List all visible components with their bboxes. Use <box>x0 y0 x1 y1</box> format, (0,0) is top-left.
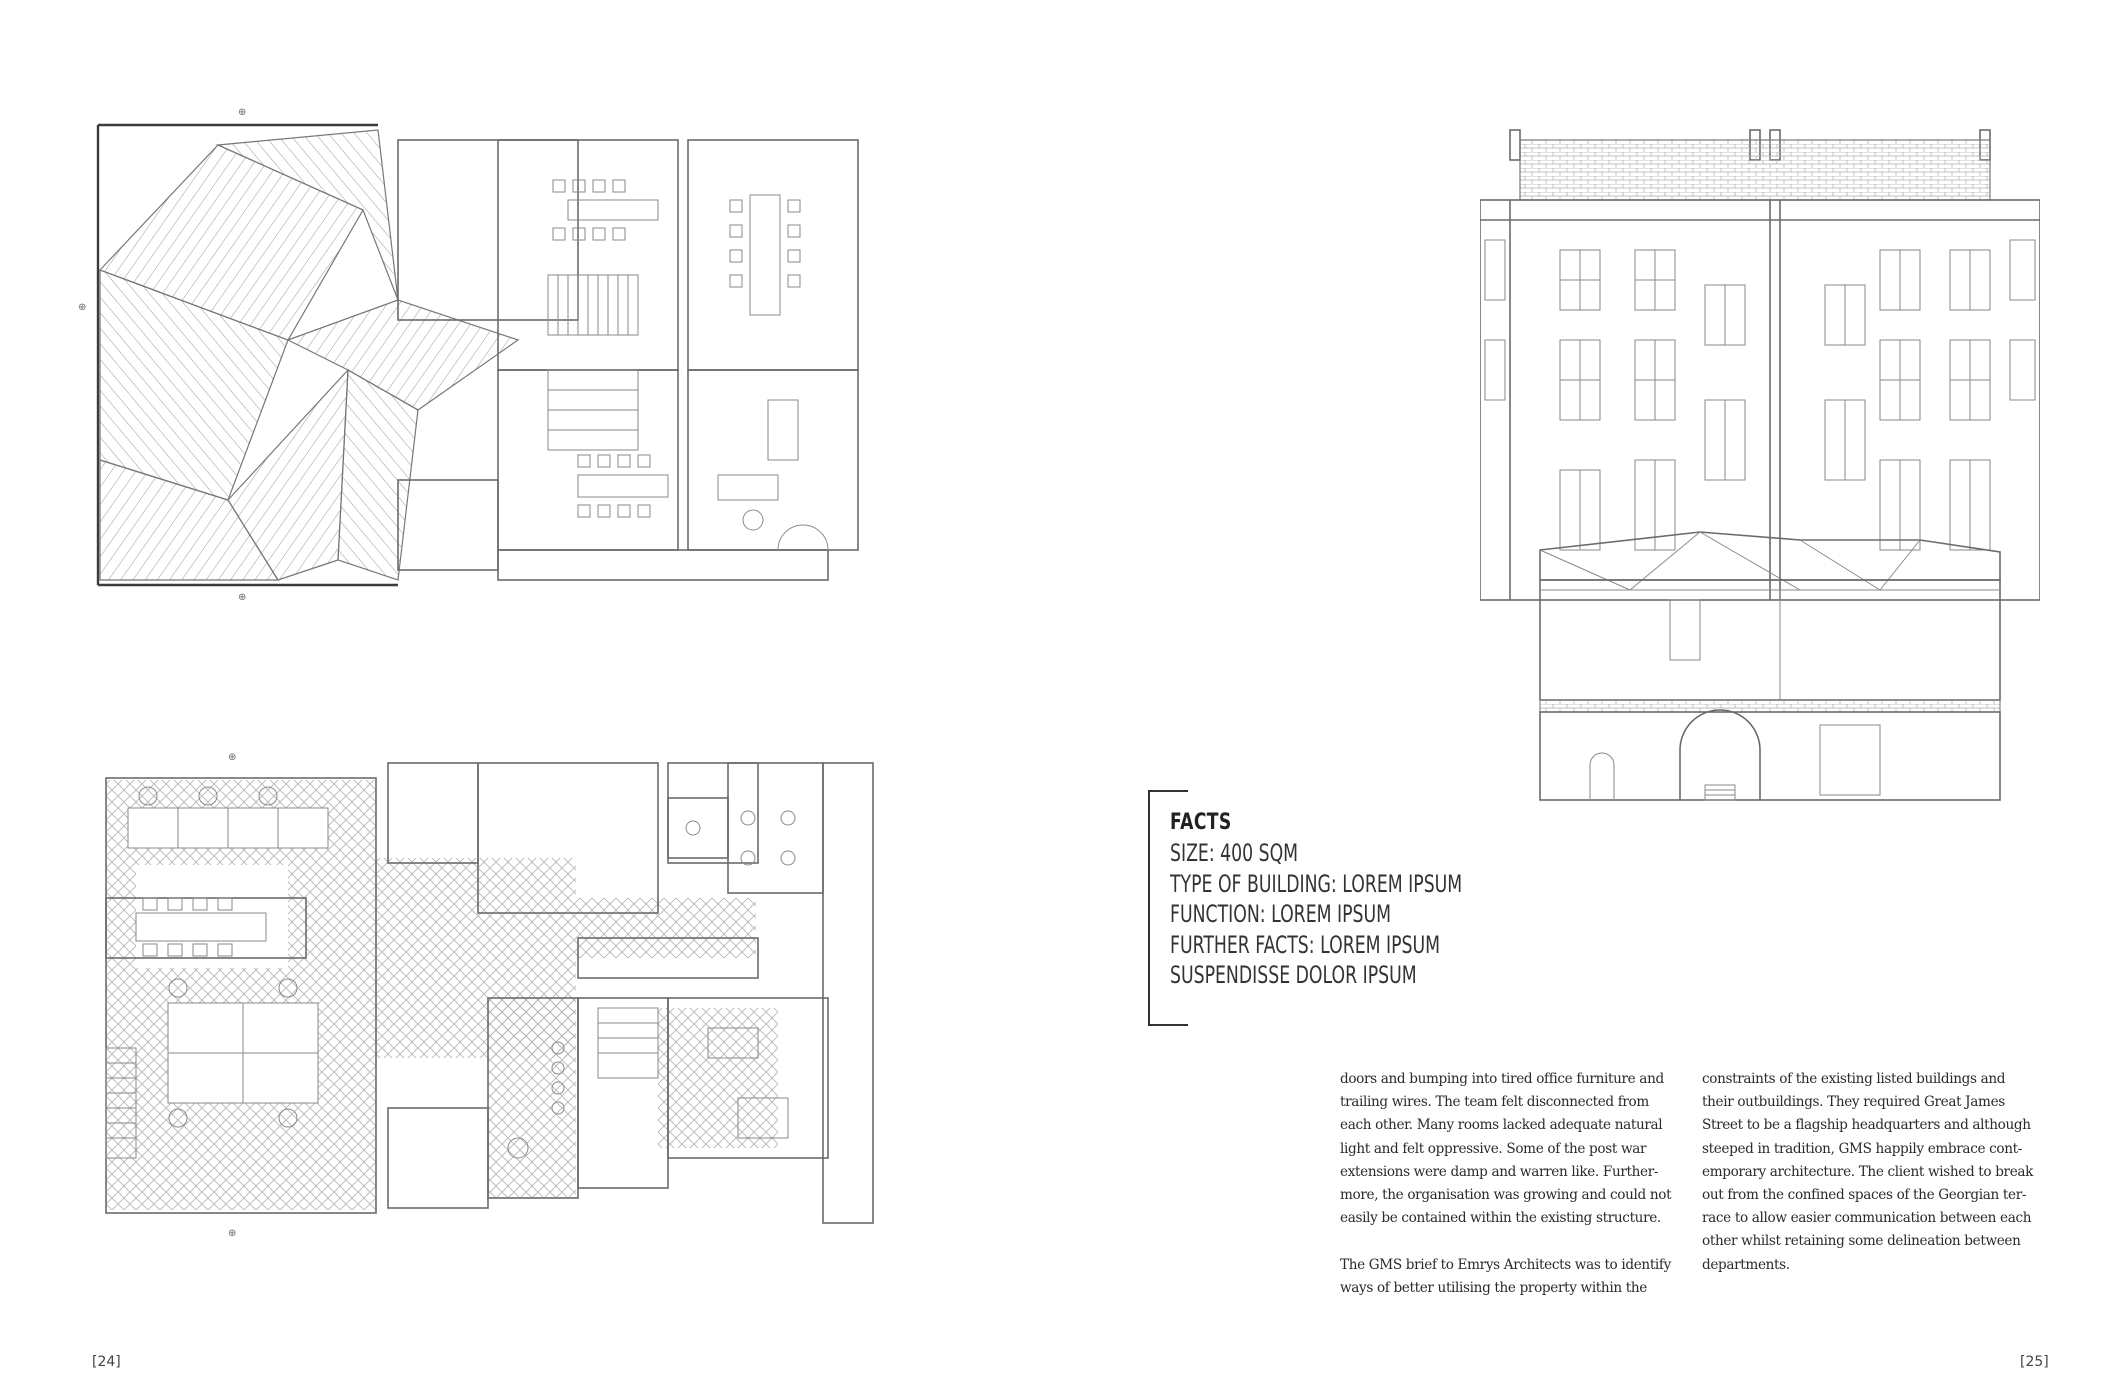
roof-floor-plan-drawing <box>78 100 878 610</box>
paragraph-gap <box>1340 1230 1695 1253</box>
text-line: easily be contained within the existing structure. <box>1340 1210 1661 1227</box>
text-line: Street to be a flagship headquarters and although <box>1702 1117 2031 1134</box>
text-line: ways of better utilising the property within the <box>1340 1279 1647 1296</box>
facts-panel <box>1148 790 1568 1026</box>
text-line: steeped in tradition, GMS happily embrace cont- <box>1702 1140 2022 1157</box>
svg-text:⊕: ⊕ <box>238 107 247 118</box>
text-line: The GMS brief to Emrys Architects was to identify <box>1340 1256 1671 1273</box>
svg-text:⊕: ⊕ <box>78 302 87 313</box>
building-elevation-drawing <box>1480 120 2040 820</box>
page-number-right: [25] <box>2020 1354 2049 1370</box>
text-line: out from the confined spaces of the Georgian ter- <box>1702 1187 2027 1204</box>
body-text-column-1 <box>1340 1068 1695 1300</box>
text-line: constraints of the existing listed buildings and <box>1702 1071 2006 1087</box>
svg-text:⊕: ⊕ <box>228 752 237 763</box>
facts-line-further-facts: FURTHER FACTS: LOREM IPSUM <box>1170 930 1441 959</box>
text-line: departments. <box>1702 1256 1790 1273</box>
body-text-column-2 <box>1702 1068 2057 1277</box>
text-line: emporary architecture. The client wished to break <box>1702 1163 2034 1180</box>
svg-text:⊕: ⊕ <box>238 592 247 603</box>
text-line: more, the organisation was growing and could not <box>1340 1187 1672 1204</box>
ground-floor-plan-drawing <box>88 748 908 1243</box>
text-line: each other. Many rooms lacked adequate natural <box>1340 1117 1663 1134</box>
facts-line-building-type: TYPE OF BUILDING: LOREM IPSUM <box>1170 869 1463 898</box>
page-number-left: [24] <box>92 1354 121 1370</box>
text-line: trailing wires. The team felt disconnected from <box>1340 1094 1649 1111</box>
facts-title: FACTS <box>1170 810 1232 835</box>
facts-line-suspendisse: SUSPENDISSE DOLOR IPSUM <box>1170 961 1417 989</box>
facts-line-size: SIZE: 400 SQM <box>1170 839 1299 867</box>
svg-text:⊕: ⊕ <box>228 1228 237 1239</box>
text-line: extensions were damp and warren like. Further- <box>1340 1163 1659 1180</box>
text-line: light and felt oppressive. Some of the post war <box>1340 1140 1647 1157</box>
facts-line-function: FUNCTION: LOREM IPSUM <box>1170 900 1392 928</box>
text-line: race to allow easier communication between each <box>1702 1210 2032 1227</box>
text-line: doors and bumping into tired office furniture and <box>1340 1071 1664 1087</box>
text-line: other whilst retaining some delineation between <box>1702 1233 2021 1250</box>
text-line: their outbuildings. They required Great James <box>1702 1094 2005 1111</box>
